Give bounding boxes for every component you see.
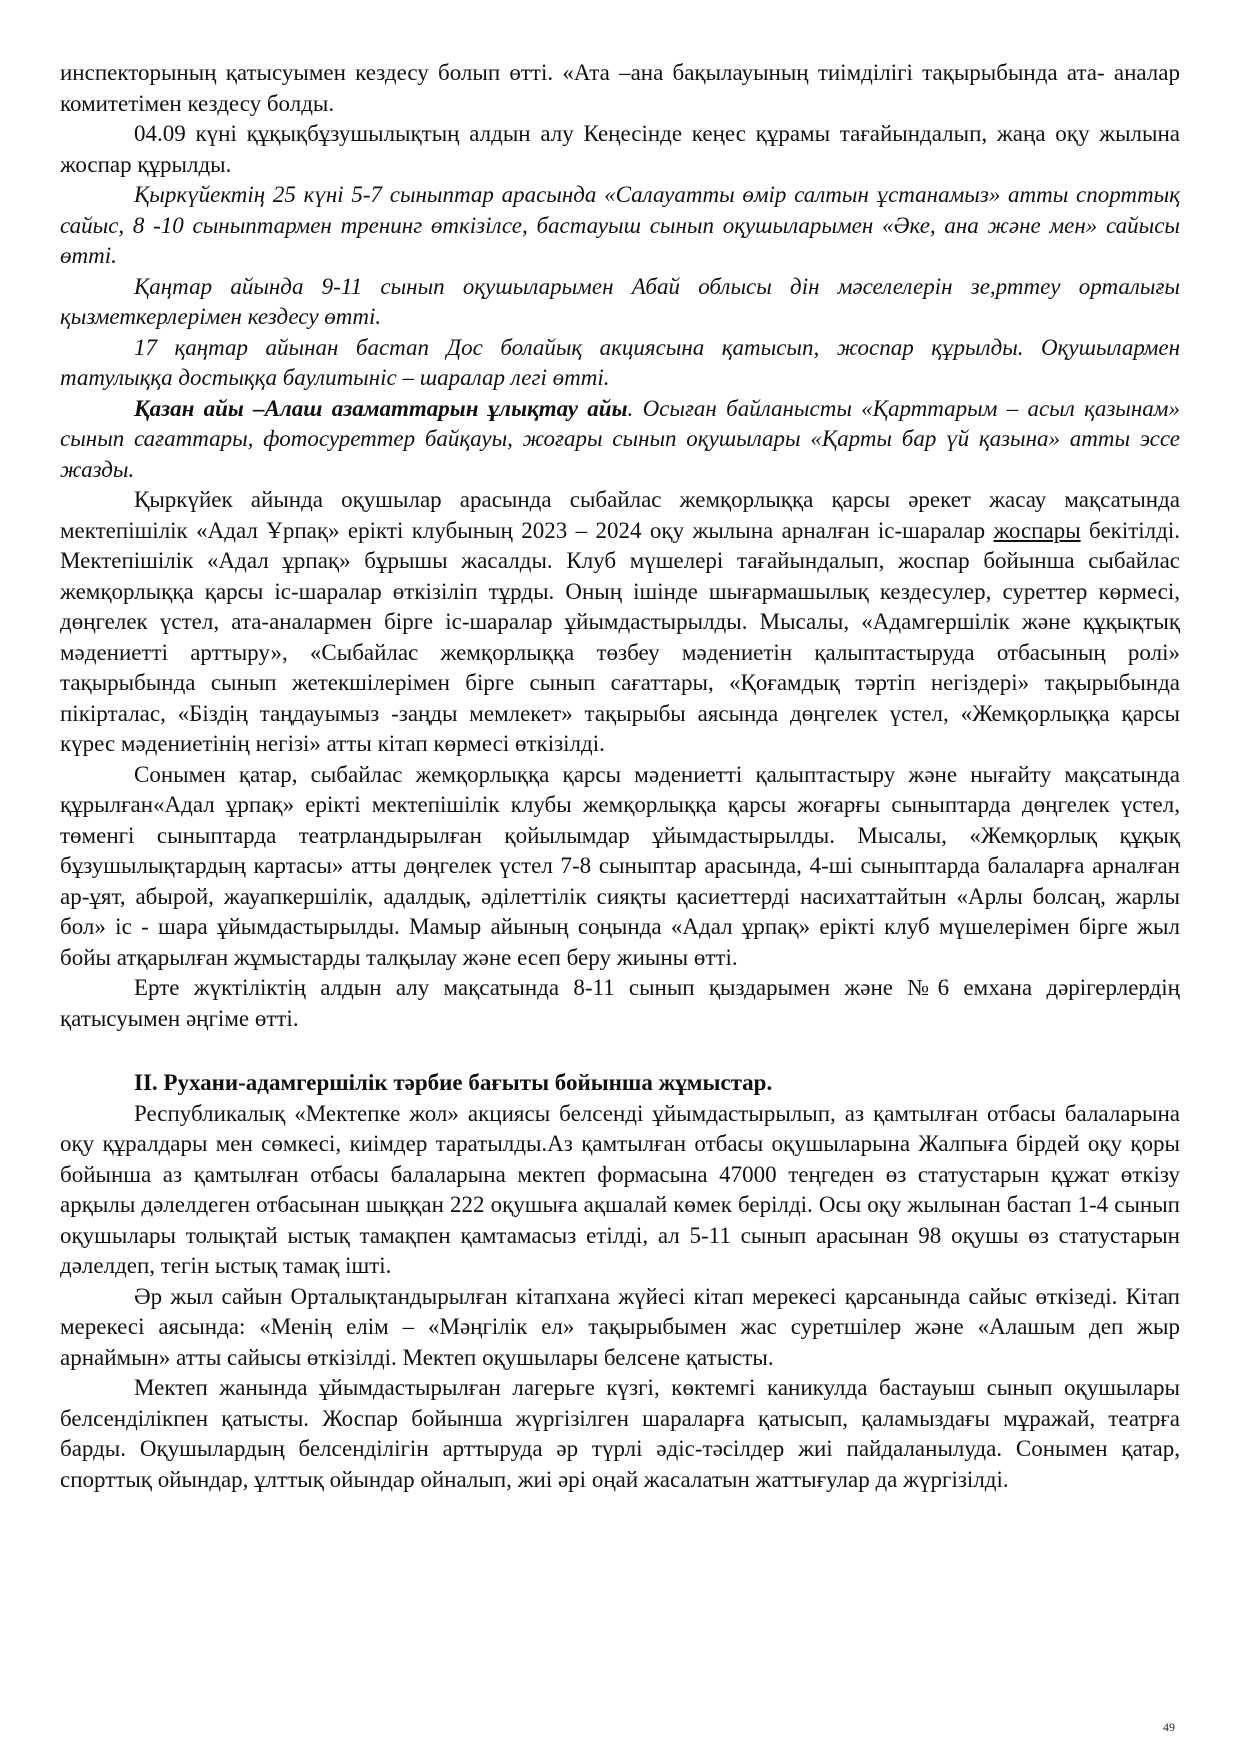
adal-urpak-text-end: бекітілді. Мектепішілік «Адал ұрпақ» бұрышы жасалды. Клуб мүшелері тағайындалып, жоспар бойынша сыбайлас жемқорлыққа қарсы іс-шаралар өткізіліп тұрды. Оның ішінде шығармашылық кездесулер, суреттер көрмесі, дөңгелек үстел, ата-аналармен бірге іс-шаралар ұйымдастырылды. Мысалы, «Адамгершілік және құқықтық мәдениетті арттыру», «Сыбайлас жемқорлыққа төзбеу мәдениетін қалыптастыруда отбасының ролі» тақырыбында сынып жетекшілерімен бірге сынып сағаттары, «Қоғамдық тәртіп негіздері» тақырыбында пікірталас, «Біздің таңдауымыз -заңды мемлекет» тақырыбы аясында дөңгелек үстел, «Жемқорлыққа қарсы күрес мәдениетінің негізі» атты кітап көрмесі өткізілді. [60,517,1180,756]
paragraph-friendship-action: 17 қаңтар айынан бастап Дос болайық акциясына қатысып, жоспар құрылды. Оқушылармен татулыққа достыққа баулитыніс – шаралар легі өтті. [60,334,1180,390]
paragraph-alash-month [60,394,1180,486]
paragraph-meeting-inspector: инспекторының қатысуымен кездесу болып өтті. «Ата –ана бақылауының тиімділігі тақырыбында ата- аналар комитетімен кездесу болды. [60,60,1180,116]
paragraph-road-to-school: Республикалық «Мектепке жол» акциясы белсенді ұйымдастырылып, аз қамтылған отбасы балаларына оқу құралдары мен сөмкесі, киімдер таратылды.Аз қамтылған отбасы оқушыларына Жалпыға бірдей оқу қоры бойынша аз қамтылған отбасы балаларына мектеп формасына 47000 теңгеден өз статустарын құжат өткізу арқылы дәлелдеген отбасынан шыққан 222 оқушыға ақшалай көмек берілді. Осы оқу жылынан бастап 1-4 сынып оқушылары толықтай ыстық тамақпен қамтамасыз етілді, ал 5-11 сынып арасынан 98 оқушы өз статустарын дәлелдеп, тегін ыстық тамақ ішті. [60,1100,1180,1278]
adal-urpak-text-start: Қыркүйек айында оқушылар арасында сыбайлас жемқорлыққа қарсы әрекет жасау мақсатында мектепішілік «Адал Ұрпақ» ерікті клубының 2023 – 2024 оқу жылына арналған іс-шаралар [60,487,1180,543]
paragraph-january-meeting: Қаңтар айында 9-11 сынып оқушыларымен Абай облысы дін мәселелерін зе,рттеу орталығы қызметкерлерімен кездесу өтті. [60,273,1180,329]
paragraph-council-plan: 04.09 күні құқықбұзушылықтың алдын алу Кеңесінде кеңес құрамы тағайындалып, жаңа оқу жылына жоспар құрылды. [60,121,1180,177]
paragraph-sports-competition: Қыркүйектің 25 күні 5-7 сыныптар арасында «Салауатты өмір салтын ұстанамыз» атты спорттық сайыс, 8 -10 сыныптармен тренинг өткізілсе, бастауыш сынып оқушыларымен «Әке, ана және мен» сайысы өтті. [60,182,1180,268]
paragraph-school-camp: Мектеп жанында ұйымдастырылған лагерьге күзгі, көктемгі каникулда бастауыш сынып оқушылары белсенділікпен қатысты. Жоспар бойынша жүргізілген шараларға қатысып, қаламыздағы мұражай, театрға барды. Оқушылардың белсенділігін арттыруда әр түрлі әдіс-тәсілдер жиі пайдаланылуда. Сонымен қатар, спорттық ойындар, ұлттық ойындар ойналып, жиі әрі оңай жасалатын жаттығулар да жүргізілді. [60,1375,1180,1492]
paragraph-adal-urpak-club [60,485,1180,760]
paragraph-early-pregnancy: Ерте жүктіліктің алдын алу мақсатында 8-11 сынып қыздарымен және №6 емхана дәрігерлердің қатысуымен әңгіме өтті. [60,975,1180,1031]
paragraph-anticorruption-culture: Сонымен қатар, сыбайлас жемқорлыққа қарсы мәдениетті қалыптастыру және нығайту мақсатында құрылған«Адал ұрпақ» ерікті мектепішілік клубы жемқорлыққа қарсы жоғарғы сыныптарда дөңгелек үстел, төменгі сыныптарда театрландырылған қойылымдар ұйымдастырылды. Мысалы, «Жемқорлық құқық бұзушылықтардың картасы» атты дөңгелек үстел 7-8 сыныптар арасында, 4-ші сыныптарда балаларға арналған ар-ұят, абырой, жауапкершілік, адалдық, әділеттілік сияқты қасиеттерді насихаттайтын «Арлы болсаң, жарлы бол» іс - шара ұйымдастырылды. Мамыр айының соңында «Адал ұрпақ» ерікті клуб мүшелерімен бірге жыл бойы атқарылған жұмыстарды талқылау және есеп беру жиыны өтті. [60,761,1180,970]
section-spacer [60,1034,1180,1068]
paragraph-library-contest: Әр жыл сайын Орталықтандырылған кітапхана жүйесі кітап мерекесі қарсанында сайыс өткізеді. Кітап мерекесі аясында: «Менің елім – «Мәңгілік ел» тақырыбымен жас суретшілер және «Алашым деп жыр арнаймын» атты сайысы өткізілді. Мектеп оқушылары белсене қатысты. [60,1283,1180,1370]
plan-link[interactable]: жоспары [993,517,1081,543]
alash-month-text: . Осыған байланысты «Қарттарым – асыл қазынам» сынып сағаттары, фотосуреттер байқауы, жоғары сынып оқушылары «Қарты бар үй қазына» атты эссе жазды. [60,395,1180,482]
section-heading: II. Рухани-адамгершілік тәрбие бағыты бойынша жұмыстар. [134,1070,773,1095]
alash-month-title: Қазан айы –Алаш азаматтарын ұлықтау айы [134,395,628,421]
document-page [60,58,1180,1495]
page-number: 49 [1163,1720,1175,1734]
